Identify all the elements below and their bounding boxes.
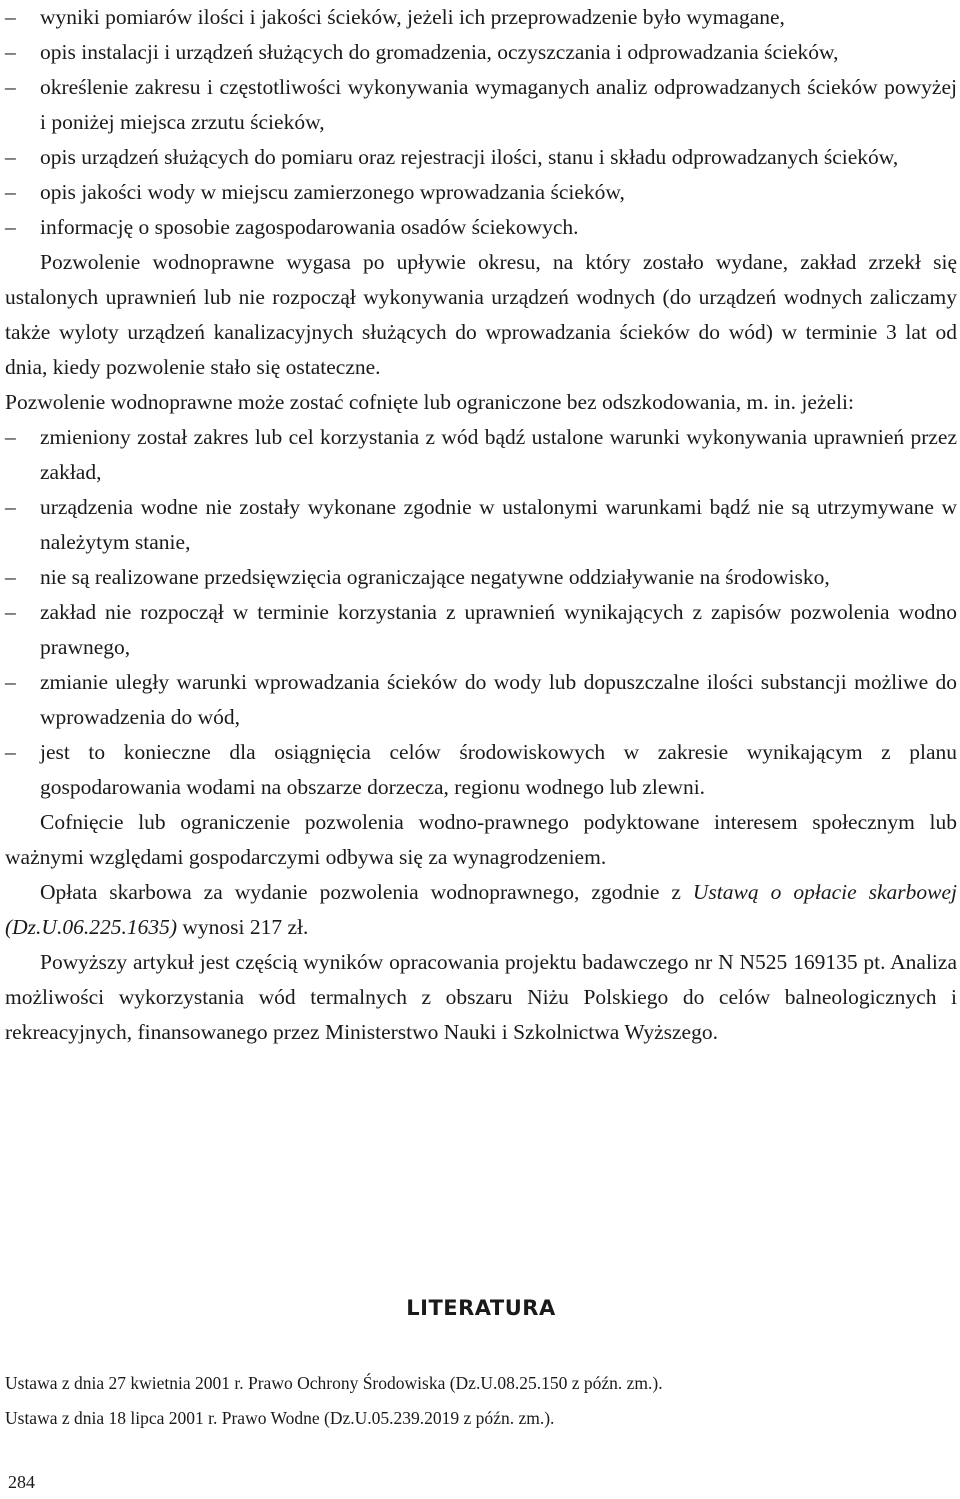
- list-item: – nie są realizowane przedsięwzięcia ograniczające negatywne oddziaływanie na środowisko,: [5, 560, 957, 595]
- paragraph-compensation: Cofnięcie lub ograniczenie pozwolenia wodno-prawnego podyktowane interesem społecznym lub ważnymi względami gospodarczymi odbywa się za wynagrodzeniem.: [5, 810, 957, 869]
- revocation-list: [5, 420, 957, 805]
- list-item: – zmieniony został zakres lub cel korzystania z wód bądź ustalone warunki wykonywania uprawnień przez zakład,: [5, 420, 957, 490]
- list-item: – opis instalacji i urządzeń służących do gromadzenia, oczyszczania i odprowadzania ścieków,: [5, 35, 957, 70]
- list-item: – informację o sposobie zagospodarowania osadów ściekowych.: [5, 210, 957, 245]
- list-item: – określenie zakresu i częstotliwości wykonywania wymaganych analiz odprowadzanych ścieków powyżej i poniżej miejsca zrzutu ścieków,: [5, 70, 957, 140]
- paragraph-acknowledgement: Powyższy artykuł jest częścią wyników opracowania projektu badawczego nr N N525 169135 pt. Analiza możliwości wykorzystania wód termalnych z obszaru Niżu Polskiego do celów balneologicznych i rekreacyjnych, finansowanego przez Ministerstwo Nauki i Szkolnictwa Wyższego.: [5, 950, 957, 1044]
- list-item: – jest to konieczne dla osiągnięcia celów środowiskowych w zakresie wynikającym z planu gospodarowania wodami na obszarze dorzecza, regionu wodnego lub zlewni.: [5, 735, 957, 805]
- paragraph-fee: [5, 875, 957, 945]
- page-number: 284: [8, 1472, 35, 1492]
- paragraph-expiry: Pozwolenie wodnoprawne wygasa po upływie okresu, na który zostało wydane, zakład zrzekł się ustalonych uprawnień lub nie rozpoczął wykonywania urządzeń wodnych (do urządzeń wodnych zaliczamy także wyloty urządzeń kanalizacyjnych służących do wprowadzania ścieków do wód) w terminie 3 lat od dnia, kiedy pozwolenie stało się ostateczne.: [5, 250, 957, 379]
- requirements-list: [5, 0, 957, 245]
- list-item: – opis jakości wody w miejscu zamierzonego wprowadzania ścieków,: [5, 175, 957, 210]
- reference-item: Ustawa z dnia 18 lipca 2001 r. Prawo Wodne (Dz.U.05.239.2019 z późn. zm.).: [5, 1408, 555, 1428]
- body-text: [5, 0, 957, 1050]
- reference-item: Ustawa z dnia 27 kwietnia 2001 r. Prawo Ochrony Środowiska (Dz.U.08.25.150 z późn. zm.).: [5, 1373, 663, 1393]
- fee-text-after: wynosi 217 zł.: [177, 915, 309, 939]
- fee-text-before: Opłata skarbowa za wydanie pozwolenia wodnoprawnego, zgodnie z: [40, 880, 693, 904]
- list-item: – wyniki pomiarów ilości i jakości ścieków, jeżeli ich przeprowadzenie było wymagane,: [5, 0, 957, 35]
- list-item: – opis urządzeń służących do pomiaru oraz rejestracji ilości, stanu i składu odprowadzanych ścieków,: [5, 140, 957, 175]
- list-item: – urządzenia wodne nie zostały wykonane zgodnie w ustalonymi warunkami bądź nie są utrzymywane w należytym stanie,: [5, 490, 957, 560]
- section-heading-literatura: LITERATURA: [406, 1296, 556, 1320]
- paragraph-revocation-intro: Pozwolenie wodnoprawne może zostać cofnięte lub ograniczone bez odszkodowania, m. in. jeżeli:: [5, 390, 854, 414]
- list-item: – zmianie uległy warunki wprowadzania ścieków do wody lub dopuszczalne ilości substancji możliwe do wprowadzenia do wód,: [5, 665, 957, 735]
- reference-list: [5, 1366, 957, 1436]
- list-item: – zakład nie rozpoczął w terminie korzystania z uprawnień wynikających z zapisów pozwolenia wodno prawnego,: [5, 595, 957, 665]
- fee-law-citation: Ustawą o opłacie skarbowej (Dz.U.06.225.1635): [5, 880, 957, 939]
